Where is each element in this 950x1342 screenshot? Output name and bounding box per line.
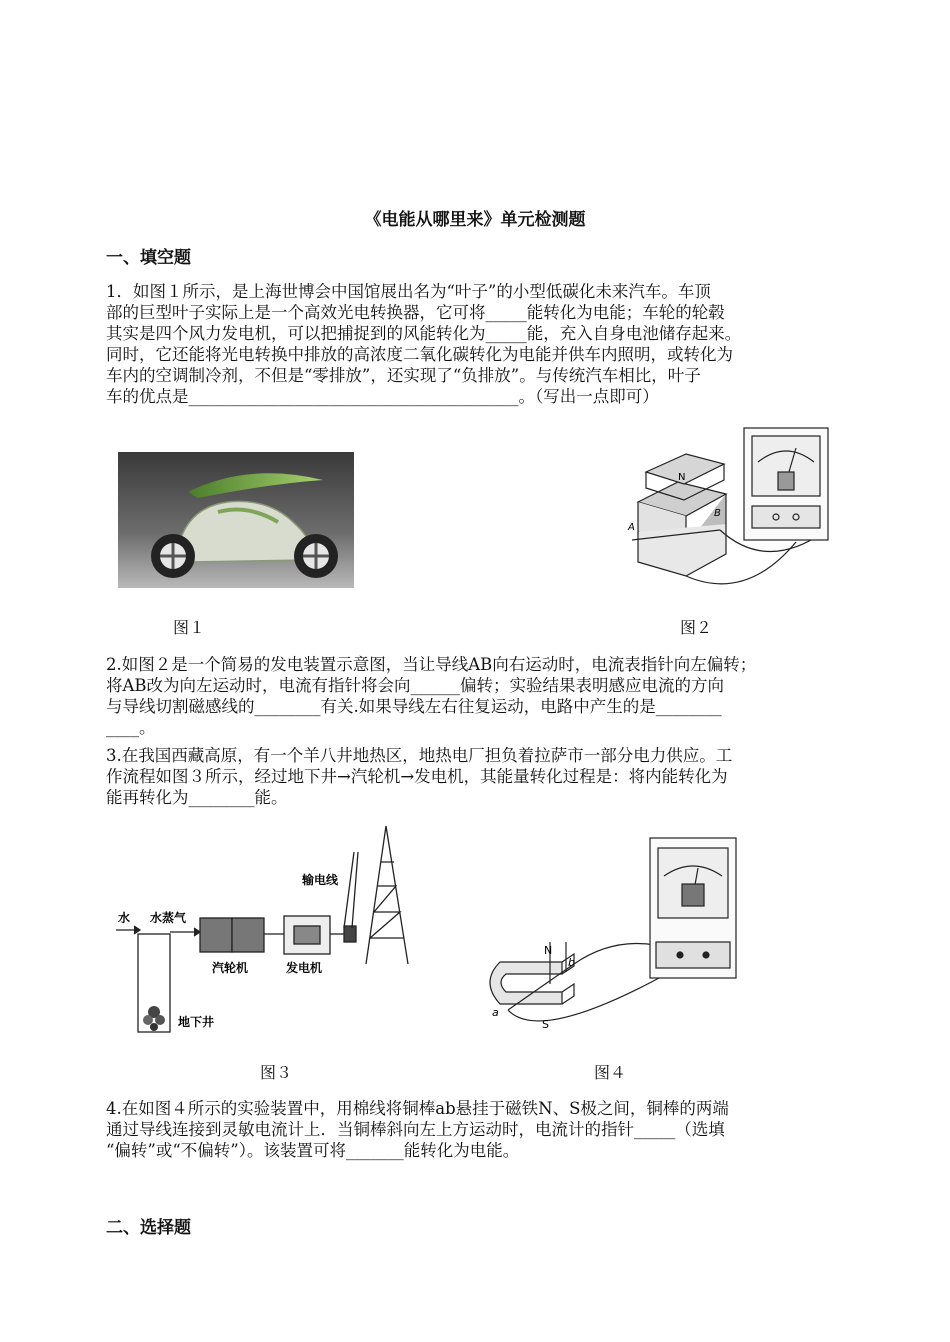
figure-4-induction-experiment-diagram	[470, 832, 740, 1046]
figure-3-label-power-line: 输电线	[302, 873, 339, 887]
figure-3-label-well: 地下井	[178, 1015, 215, 1029]
question-4-line: 通过导线连接到灵敏电流计上．当铜棒斜向左上方运动时，电流计的指针_____（选填	[106, 1120, 725, 1139]
section-heading-multiple-choice: 二、选择题	[106, 1218, 191, 1238]
question-2	[106, 654, 851, 738]
figure-2-label-a: A	[628, 522, 635, 533]
question-1-line: 车内的空调制冷剂，不但是“零排放”，还实现了“负排放”。与传统汽车相比，叶子	[106, 366, 701, 385]
section-heading-fill-blank: 一、填空题	[106, 248, 191, 268]
figure-2-caption: 图２	[680, 618, 713, 637]
question-1-line: 部的巨型叶子实际上是一个高效光电转换器，它可将_____能转化为电能；车轮的轮毂	[106, 303, 725, 322]
question-2-line: 与导线切割磁感线的________有关.如果导线左右往复运动，电路中产生的是________	[106, 697, 722, 716]
figure-4-caption: 图４	[594, 1063, 627, 1082]
figure-3-label-generator: 发电机	[286, 961, 323, 975]
figure-1-caption: 图１	[173, 618, 206, 637]
question-3-line: 作流程如图３所示，经过地下井→汽轮机→发电机，其能量转化过程是：将内能转化为	[106, 767, 728, 786]
figure-1-leaf-car-image	[118, 452, 354, 588]
question-3	[106, 745, 851, 808]
question-1-line: 1．如图１所示，是上海世博会中国馆展出名为“叶子”的小型低碳化未来汽车。车顶	[106, 282, 711, 301]
figure-2-label-n: N	[678, 472, 686, 483]
question-1-line: 车的优点是________________________________________。（写出一点即可）	[106, 387, 659, 406]
figure-3-label-water: 水	[118, 911, 131, 925]
question-4-line: “偏转”或“不偏转”）。该装置可将_______能转化为电能。	[106, 1141, 520, 1160]
question-4	[106, 1098, 851, 1161]
question-3-line: 3.在我国西藏高原，有一个羊八井地热区，地热电厂担负着拉萨市一部分电力供应。工	[106, 746, 733, 765]
figure-4-label-s: S	[542, 1018, 549, 1031]
figure-4-label-a: a	[492, 1006, 499, 1019]
question-2-line: 将AB改为向左运动时，电流有指针将会向______偏转；实验结果表明感应电流的方向	[106, 676, 725, 695]
document-title: 《电能从哪里来》单元检测题	[364, 210, 586, 230]
figure-2-generator-diagram	[626, 422, 832, 598]
question-3-line: 能再转化为________能。	[106, 788, 288, 807]
figure-3-label-steam: 水蒸气	[150, 911, 187, 925]
question-2-line: ____。	[106, 718, 156, 737]
figure-2-label-b: B	[714, 508, 721, 519]
question-1-line: 同时，它还能将光电转换中排放的高浓度二氧化碳转化为电能并供车内照明，或转化为	[106, 345, 733, 364]
figure-4-label-b: b	[568, 956, 575, 969]
figure-4-label-n: N	[544, 944, 553, 957]
question-1	[106, 281, 851, 407]
figure-3-caption: 图３	[260, 1063, 293, 1082]
question-4-line: 4.在如图４所示的实验装置中，用棉线将铜棒ab悬挂于磁铁N、S极之间，铜棒的两端	[106, 1099, 729, 1118]
question-1-line: 其实是四个风力发电机，可以把捕捉到的风能转化为_____能，充入自身电池储存起来。	[106, 324, 742, 343]
figure-3-label-turbine: 汽轮机	[212, 961, 249, 975]
question-2-line: 2.如图２是一个简易的发电装置示意图，当让导线AB向右运动时，电流表指针向左偏转；	[106, 655, 757, 674]
figure-3-geothermal-plant-diagram	[108, 822, 428, 1040]
